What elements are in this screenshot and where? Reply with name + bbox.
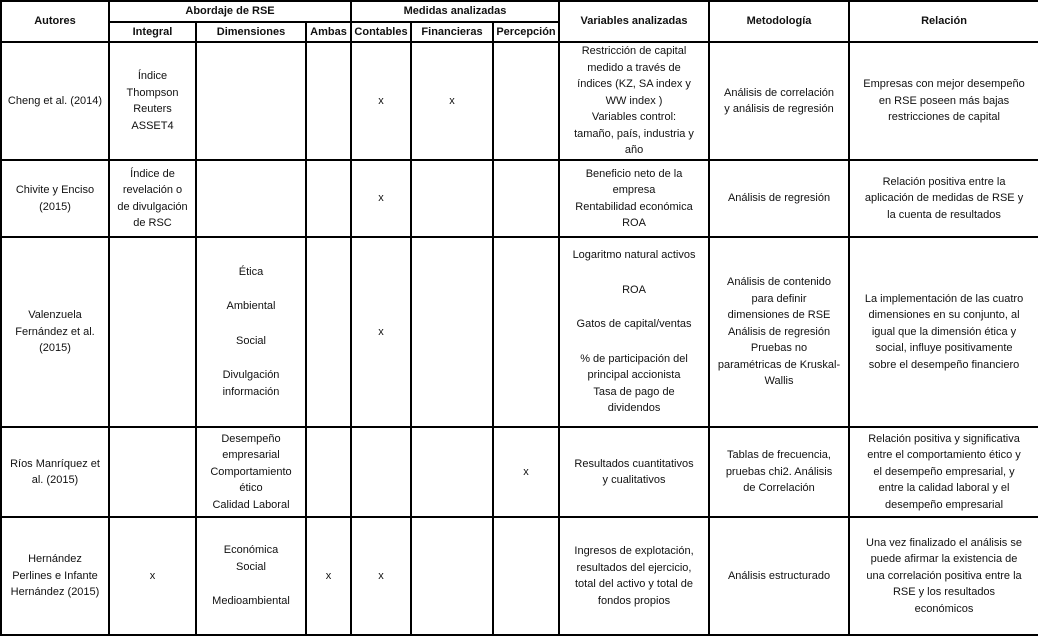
metodologia-line: Análisis de correlación [723,86,835,99]
metodologia-line: Análisis de regresión [727,192,831,205]
autores-line: Chivite y Enciso [15,184,95,196]
cell-variables [559,427,709,517]
metodologia-line: para definir [751,292,807,305]
table-row [1,160,1038,237]
dimensiones-line [200,349,302,367]
relacion-line: entre el comportamiento ético y [867,449,1021,462]
variables-line: principal accionista [587,369,681,382]
relacion-line: la cuenta de resultados [887,208,1001,221]
dimensiones-line: Desempeño [221,432,281,445]
cell-ambas [306,427,351,517]
dimensiones-line: Calidad Laboral [212,498,290,511]
variables-line: Ingresos de explotación, [574,545,694,557]
cell-dimensiones [196,427,306,517]
relacion-line: una correlación positiva entre la [866,569,1022,582]
integral-line: revelación o [122,184,183,196]
variables-line: año [624,144,644,157]
metodologia-line: Análisis de regresión [727,325,831,338]
cell-integral [109,160,196,237]
autores-line: (2015) [39,342,71,355]
cell-variables [559,160,709,237]
cell-integral [109,237,196,427]
cell-dimensiones [196,160,306,237]
variables-line [563,264,705,282]
relacion-line: igual que la dimensión ética y [871,325,1017,338]
variables-line: ROA [622,217,646,229]
dimensiones-line [200,575,302,593]
cell-financieras [411,517,493,635]
cell-autores [1,42,109,160]
cell-metodologia [709,160,849,237]
cell-relacion [849,42,1038,160]
relacion-line: Relación positiva entre la [882,175,1006,188]
cell-percepcion [493,517,559,635]
cell-financieras [411,427,493,517]
cell-percepcion [493,237,559,427]
variables-line: y cualitativos [602,474,666,486]
cell-dimensiones [196,237,306,427]
cell-ambas [306,160,351,237]
metodologia-line: dimensiones de RSE [727,309,831,322]
variables-line [563,298,705,316]
autores-line: Valenzuela [28,309,82,322]
cell-integral [109,427,196,517]
dimensiones-line: Económica [223,544,279,557]
header-medidas: Medidas analizadas [351,1,559,22]
header-variables: Variables analizadas [559,1,709,42]
header-contables: Contables [351,22,411,42]
variables-line [563,333,705,351]
relacion-line: Relación positiva y significativa [868,432,1020,445]
table-body [1,42,1038,635]
relacion-line: Empresas con mejor desempeño [863,78,1025,91]
cell-ambas [306,237,351,427]
cell-financieras: x [411,42,493,160]
integral-line: de RSC [133,217,172,229]
cell-dimensiones [196,517,306,635]
metodologia-line: Análisis estructurado [727,569,831,582]
variables-line: Beneficio neto de la [585,167,683,180]
table-row [1,237,1038,427]
variables-line: fondos propios [597,594,671,607]
relacion-line: puede afirmar la existencia de [870,553,1018,566]
cell-contables: x [351,42,411,160]
autores-line: Ríos Manríquez et [10,457,100,470]
cell-variables [559,42,709,160]
metodologia-line: paramétricas de Kruskal- [717,358,841,371]
cell-financieras [411,160,493,237]
dimensiones-line: Ética [238,265,264,278]
header-abordaje: Abordaje de RSE [109,1,351,22]
cell-contables: x [351,517,411,635]
variables-line: Resultados cuantitativos [574,457,694,470]
relacion-line: en RSE poseen más bajas [878,94,1010,107]
variables-line: Variables control: [591,111,677,124]
cell-percepcion [493,160,559,237]
variables-line: WW index ) [605,94,663,107]
autores-line: Perlines e Infante [12,569,98,582]
integral-line: de divulgación [117,200,188,213]
relacion-line: restricciones de capital [888,111,1000,124]
relacion-line: desempeño empresarial [885,498,1004,511]
header-relacion: Relación [849,1,1038,42]
dimensiones-line: Social [236,334,266,347]
relacion-line: económicos [914,602,974,615]
variables-line: ROA [622,283,646,296]
integral-line: x [149,569,156,582]
cell-integral [109,42,196,160]
integral-line: Thompson [126,86,179,99]
variables-line: Logaritmo natural activos [572,249,696,262]
cell-autores [1,517,109,635]
cell-autores [1,160,109,237]
variables-line: Rentabilidad económica [575,200,693,213]
variables-line: total del activo y total de [575,578,694,590]
metodologia-line: pruebas chi2. Análisis [725,465,833,478]
autores-line: Hernández [28,553,82,566]
relacion-line: aplicación de medidas de RSE y [864,192,1024,205]
cell-contables [351,427,411,517]
cell-autores [1,237,109,427]
autores-line: Hernández (2015) [10,586,100,599]
relacion-line: RSE y los resultados [892,586,996,599]
metodologia-line: Análisis de contenido [727,276,831,289]
dimensiones-line: Ambiental [226,300,276,313]
autores-line: Fernández et al. [15,325,95,338]
cell-financieras [411,237,493,427]
cell-relacion [849,427,1038,517]
table-row [1,42,1038,160]
cell-percepcion [493,42,559,160]
metodologia-line: Pruebas no [750,342,808,355]
cell-metodologia [709,237,849,427]
dimensiones-line [200,315,302,333]
dimensiones-line [200,280,302,298]
dimensiones-line: información [222,385,280,398]
metodologia-line: de Correlación [743,482,815,495]
dimensiones-line: Divulgación [222,369,280,382]
relacion-line: La implementación de las cuatro [864,292,1024,305]
cell-metodologia [709,42,849,160]
cell-variables [559,237,709,427]
integral-line: Reuters ASSET4 [131,103,174,132]
variables-line: dividendos [607,402,661,415]
relacion-line: dimensiones en su conjunto, al [868,309,1020,322]
dimensiones-line: ético [239,482,263,495]
metodologia-line: Tablas de frecuencia, [727,449,831,462]
table-row [1,517,1038,635]
variables-line: empresa [612,184,656,196]
variables-line: resultados del ejercicio, [576,561,692,574]
relacion-line: social, influye positivamente [875,342,1013,355]
variables-line: medido a través de [587,61,681,74]
metodologia-line: y análisis de regresión [724,103,834,115]
cell-variables [559,517,709,635]
cell-relacion [849,237,1038,427]
dimensiones-line: empresarial [222,449,280,462]
variables-line: Tasa de pago de [593,385,675,398]
cell-contables: x [351,237,411,427]
cell-relacion [849,160,1038,237]
variables-line: índices (KZ, SA index y [577,78,691,91]
relacion-line: Una vez finalizado el análisis se [866,536,1022,549]
header-integral: Integral [109,22,196,42]
cell-autores [1,427,109,517]
metodologia-line: Wallis [764,375,794,388]
cell-percepcion: x [493,427,559,517]
table-row [1,427,1038,517]
cell-ambas [306,42,351,160]
header-financieras: Financieras [411,22,493,42]
header-autores: Autores [1,1,109,42]
relacion-line: sobre el desempeño financiero [868,358,1020,371]
header-metodologia: Metodología [709,1,849,42]
cell-integral [109,517,196,635]
autores-line: Cheng et al. (2014) [7,94,103,107]
variables-line: % de participación del [580,352,688,365]
header-percepcion: Percepción [493,22,559,42]
integral-line: Índice de [130,167,175,180]
integral-line: Índice [137,70,168,82]
cell-relacion [849,517,1038,635]
dimensiones-line: Comportamiento [210,465,292,478]
cell-metodologia [709,427,849,517]
relacion-line: entre la calidad laboral y el [878,482,1010,495]
header-dimensiones: Dimensiones [196,22,306,42]
autores-line: (2015) [39,200,71,213]
cell-contables: x [351,160,411,237]
cell-metodologia [709,517,849,635]
variables-line: Restricción de capital [581,45,687,58]
dimensiones-line: Medioambiental [212,595,290,608]
autores-line: al. (2015) [31,474,79,486]
variables-line: Gatos de capital/ventas [576,318,692,331]
dimensiones-line: Social [236,560,266,573]
cell-ambas: x [306,517,351,635]
variables-line: tamaño, país, industria y [574,127,694,140]
header-ambas: Ambas [306,22,351,42]
cell-dimensiones [196,42,306,160]
relacion-line: el desempeño empresarial, y [873,465,1015,478]
